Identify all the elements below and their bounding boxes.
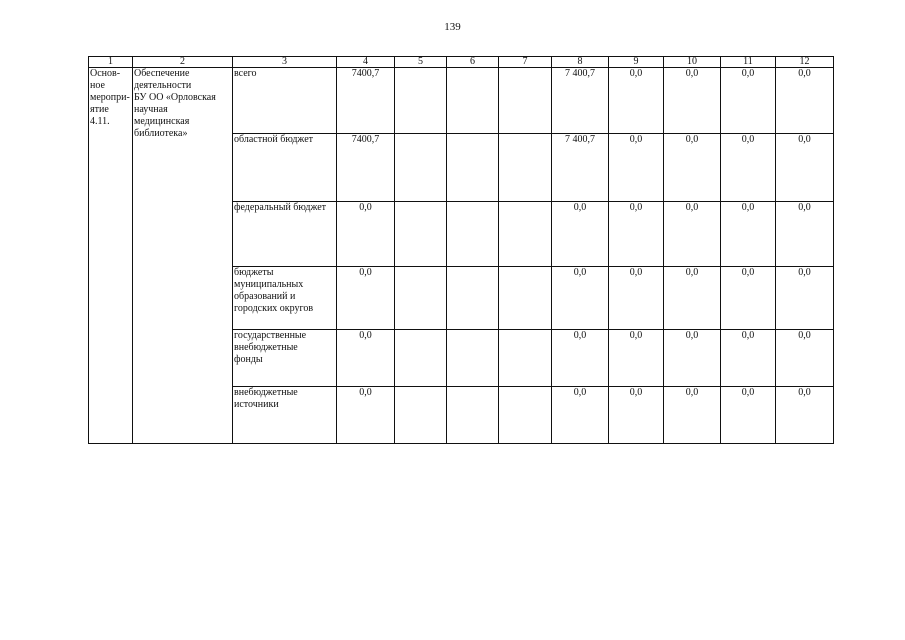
value-cell <box>447 68 499 134</box>
page-number: 139 <box>444 21 461 33</box>
value-cell: 0,0 <box>664 330 721 387</box>
value-cell <box>447 202 499 267</box>
value-cell: 0,0 <box>609 387 664 444</box>
measure-name-cell: Обеспечение деятельности БУ ОО «Орловская научная медицинская библиотека» <box>133 68 233 444</box>
value-cell: 0,0 <box>664 202 721 267</box>
column-header: 10 <box>664 57 721 68</box>
value-cell <box>447 387 499 444</box>
value-cell: 0,0 <box>609 68 664 134</box>
value-cell: 0,0 <box>776 267 834 330</box>
value-cell: 0,0 <box>776 134 834 202</box>
value-cell <box>499 202 552 267</box>
funding-source-cell: внебюджетные источники <box>233 387 337 444</box>
column-header: 5 <box>395 57 447 68</box>
value-cell <box>499 134 552 202</box>
value-cell: 0,0 <box>721 134 776 202</box>
value-cell: 0,0 <box>664 134 721 202</box>
measure-type-cell: Основ- ное меропри- ятие 4.11. <box>89 68 133 444</box>
value-cell: 0,0 <box>552 267 609 330</box>
budget-table <box>88 56 834 444</box>
value-cell: 0,0 <box>664 267 721 330</box>
value-cell: 0,0 <box>721 68 776 134</box>
column-header: 1 <box>89 57 133 68</box>
value-cell: 0,0 <box>776 68 834 134</box>
value-cell: 0,0 <box>776 202 834 267</box>
funding-source-cell: федеральный бюджет <box>233 202 337 267</box>
column-header: 3 <box>233 57 337 68</box>
value-cell <box>395 202 447 267</box>
value-cell: 0,0 <box>552 330 609 387</box>
value-cell <box>447 267 499 330</box>
funding-source-cell: государственные внебюджетные фонды <box>233 330 337 387</box>
value-cell: 0,0 <box>776 330 834 387</box>
column-header: 9 <box>609 57 664 68</box>
value-cell: 0,0 <box>337 330 395 387</box>
value-cell: 0,0 <box>721 202 776 267</box>
value-cell <box>499 387 552 444</box>
value-cell: 0,0 <box>664 68 721 134</box>
value-cell <box>499 267 552 330</box>
column-header: 2 <box>133 57 233 68</box>
column-header: 12 <box>776 57 834 68</box>
value-cell <box>395 387 447 444</box>
value-cell <box>499 330 552 387</box>
value-cell: 0,0 <box>721 330 776 387</box>
value-cell: 0,0 <box>609 267 664 330</box>
value-cell <box>395 134 447 202</box>
column-header: 4 <box>337 57 395 68</box>
value-cell: 7400,7 <box>337 68 395 134</box>
table-row <box>89 68 834 134</box>
column-header: 6 <box>447 57 499 68</box>
value-cell: 7400,7 <box>337 134 395 202</box>
value-cell: 0,0 <box>337 202 395 267</box>
funding-source-cell: бюджеты муниципальных образований и городских округов <box>233 267 337 330</box>
column-header: 8 <box>552 57 609 68</box>
funding-source-cell: областной бюджет <box>233 134 337 202</box>
value-cell: 0,0 <box>776 387 834 444</box>
column-header: 11 <box>721 57 776 68</box>
value-cell: 0,0 <box>721 267 776 330</box>
value-cell: 7 400,7 <box>552 68 609 134</box>
value-cell: 0,0 <box>552 387 609 444</box>
value-cell: 0,0 <box>552 202 609 267</box>
value-cell: 0,0 <box>721 387 776 444</box>
column-header: 7 <box>499 57 552 68</box>
value-cell: 0,0 <box>664 387 721 444</box>
column-number-row <box>89 57 834 68</box>
value-cell: 7 400,7 <box>552 134 609 202</box>
value-cell: 0,0 <box>609 330 664 387</box>
value-cell <box>447 330 499 387</box>
value-cell <box>499 68 552 134</box>
value-cell <box>395 330 447 387</box>
funding-source-cell: всего <box>233 68 337 134</box>
value-cell: 0,0 <box>337 387 395 444</box>
value-cell: 0,0 <box>609 134 664 202</box>
value-cell: 0,0 <box>609 202 664 267</box>
value-cell <box>395 267 447 330</box>
value-cell <box>395 68 447 134</box>
value-cell <box>447 134 499 202</box>
value-cell: 0,0 <box>337 267 395 330</box>
